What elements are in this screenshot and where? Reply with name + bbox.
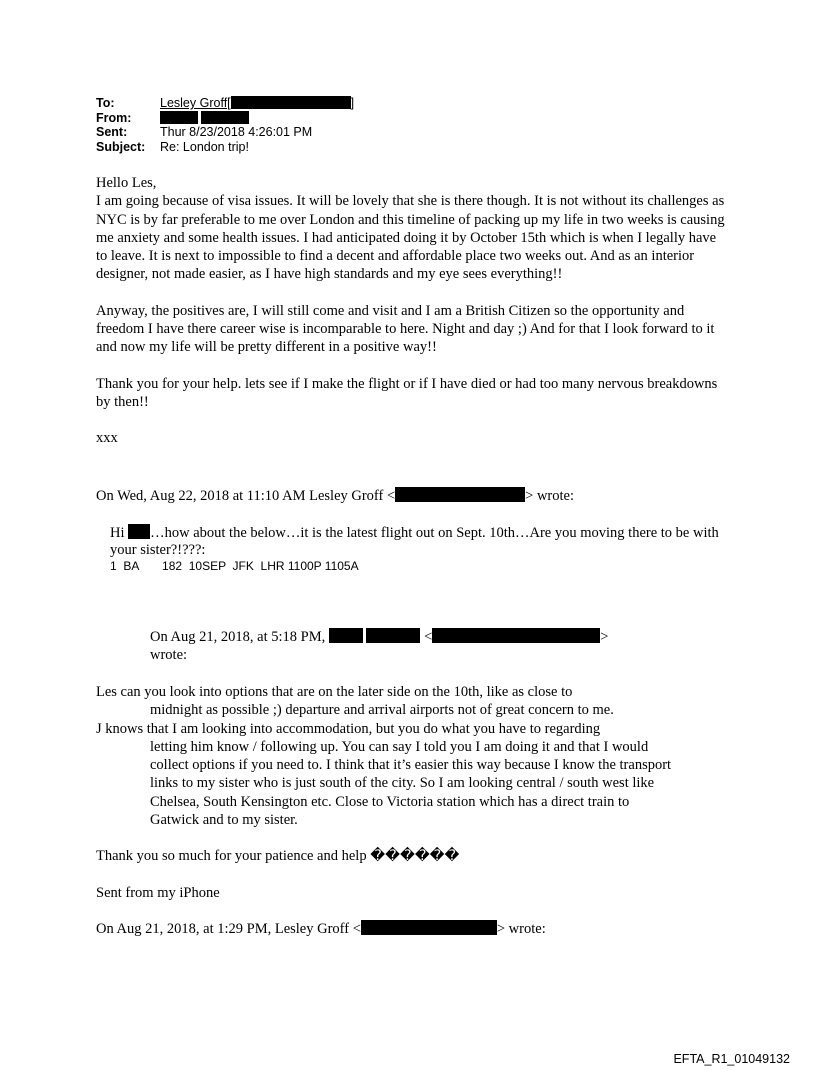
body-paragraph-2: Anyway, the positives are, I will still come and visit and I am a British Citizen so the opportunity and freedom I have there career wise is incomparable to here. Night and day ;) And for that I look forward to it and now my life will be pretty different in a positive way!! bbox=[96, 302, 715, 356]
signoff: xxx bbox=[96, 430, 118, 447]
sent-label: Sent: bbox=[96, 125, 128, 139]
quote2-thanks: Thank you so much for your patience and help ������ bbox=[96, 848, 460, 865]
redaction-block bbox=[128, 524, 150, 539]
quote3-intro-after: > wrote: bbox=[496, 920, 546, 937]
quote1-intro-after: > wrote: bbox=[525, 488, 574, 504]
subject-label: Subject: bbox=[96, 139, 146, 154]
redaction-block bbox=[160, 111, 198, 124]
quote2-para-a-rest: midnight as possible ;) departure and arrival airports not of great concern to me. bbox=[150, 702, 614, 719]
quote3-intro bbox=[96, 920, 736, 938]
to-address: Lesley Groff[ bbox=[160, 96, 231, 110]
quote2-wrote: wrote: bbox=[150, 647, 188, 664]
sent-from: Sent from my iPhone bbox=[96, 884, 220, 901]
quote3-intro-text: On Aug 21, 2018, at 1:29 PM, Lesley Groff < bbox=[96, 920, 361, 937]
to-label: To: bbox=[96, 96, 115, 110]
document-id: EFTA_R1_01049132 bbox=[673, 1052, 790, 1066]
email-header bbox=[96, 96, 354, 154]
quote2-para-b-first: J knows that I am looking into accommodation, but you do what you have to regarding bbox=[96, 720, 601, 737]
quote1-intro-text: On Wed, Aug 22, 2018 at 11:10 AM Lesley Groff < bbox=[96, 488, 396, 504]
quote2-intro-text: On Aug 21, 2018, at 5:18 PM, bbox=[150, 629, 326, 645]
redaction-block bbox=[201, 111, 249, 124]
redaction-block bbox=[395, 487, 525, 502]
to-close: ] bbox=[350, 96, 355, 110]
redaction-block bbox=[361, 920, 497, 935]
sent-value: Thur 8/23/2018 4:26:01 PM bbox=[160, 125, 313, 139]
quote2-para-a-first: Les can you look into options that are on the later side on the 10th, like as close to bbox=[96, 684, 573, 700]
from-row bbox=[96, 111, 354, 126]
from-label: From: bbox=[96, 110, 132, 125]
quote2-lt: < bbox=[424, 629, 433, 645]
flight-details: 1 BA 182 10SEP JFK LHR 1100P 1105A bbox=[110, 559, 359, 573]
greeting: Hello Les, bbox=[96, 175, 157, 191]
quote1-text: …how about the below…it is the latest flight out on Sept. 10th…Are you moving there to be with your sister?!???: bbox=[110, 525, 719, 558]
to-row bbox=[96, 96, 354, 111]
quote2-gt: > bbox=[600, 629, 609, 645]
sent-row bbox=[96, 125, 354, 140]
quote1-intro bbox=[96, 487, 726, 505]
quote1-body bbox=[110, 524, 720, 574]
body-paragraph-1: I am going because of visa issues. It will be lovely that she is there though. It is not without its challenges as NYC is by far preferable to me over London and this timeline of packing up my life in two weeks is causing me anxiety and some health issues. I had anticipated doing it by October 15th which is when I legally have to leave. It is next to impossible to find a decent and affordable place two weeks out. And as an interior designer, not made easier, as I have high standards and my eye sees everything!! bbox=[96, 193, 725, 283]
quote1-hi: Hi bbox=[110, 525, 125, 541]
email-body bbox=[96, 174, 726, 448]
quote2-intro bbox=[150, 628, 608, 665]
quote2-body bbox=[96, 683, 736, 938]
redaction-block bbox=[432, 628, 600, 643]
redaction-block bbox=[366, 628, 420, 643]
body-paragraph-3: Thank you for your help. lets see if I make the flight or if I have died or had too many nervous breakdowns by then!! bbox=[96, 375, 718, 410]
redaction-block bbox=[231, 96, 351, 109]
redaction-block bbox=[329, 628, 363, 643]
from-value bbox=[160, 111, 249, 126]
quote2-paragraph-a bbox=[96, 683, 736, 720]
quote2-paragraph-b bbox=[96, 720, 750, 830]
subject-row bbox=[96, 140, 354, 155]
subject-value: Re: London trip! bbox=[160, 139, 249, 154]
to-value bbox=[160, 96, 354, 111]
quote2-para-b-rest: letting him know / following up. You can say I told you I am doing it and that I would collect options if you need to. I think that it’s easier this way because I know the transport links to my sister who is just south of the city. So I am looking central / south west like Chelsea, South Kensington etc. Close to Victoria station which has a direct train to Gatwick and to my sister. bbox=[150, 738, 672, 829]
